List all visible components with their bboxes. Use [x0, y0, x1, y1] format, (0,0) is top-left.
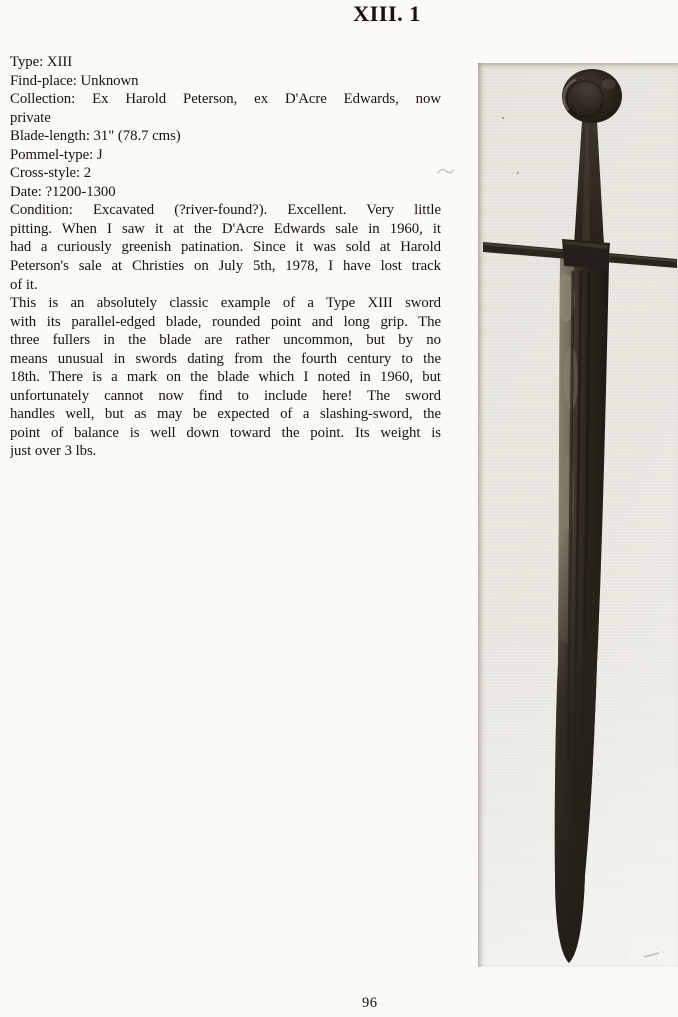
text-line: Collection: Ex Harold Peterson, ex D'Acre Edwards, now — [10, 91, 441, 108]
text-line: Peterson's sale at Christies on July 5th, 1978, I have lost track — [10, 258, 441, 275]
text-line: Date: ?1200-1300 — [10, 183, 116, 200]
catalog-text-block — [10, 53, 441, 461]
page-number: 96 — [362, 995, 378, 1011]
text-line: Type: XIII — [10, 54, 73, 70]
text-line: 18th. There is a mark on the blade which I noted in 1960, but — [10, 369, 441, 386]
text-line: handles well, but as may be expected of a slashing-sword, the — [10, 406, 441, 423]
text-line: Cross-style: 2 — [10, 165, 92, 182]
page-title: XIII. 1 — [353, 1, 421, 26]
text-line: point of balance is well down toward the point. Its weight is — [10, 424, 441, 441]
text-line: Condition: Excavated (?river-found?). Excellent. Very little — [10, 202, 441, 219]
text-line: pitting. When I saw it at the D'Acre Edwards sale in 1960, it — [10, 220, 441, 237]
sword-image — [478, 63, 678, 967]
text-line: private — [10, 109, 51, 126]
text-line: Blade-length: 31" (78.7 cms) — [10, 128, 181, 145]
text-line: unfortunately cannot now find to include here! The sword — [10, 387, 441, 404]
text-line: means unusual in swords dating from the fourth century to the — [10, 350, 441, 367]
text-line: of it. — [10, 276, 38, 293]
text-line: with its parallel-edged blade, rounded point and long grip. The — [10, 313, 441, 330]
text-line: three fullers in the blade are rather uncommon, but by no — [10, 332, 441, 349]
text-line: Pommel-type: J — [10, 146, 103, 163]
text-line: had a curiously greenish patination. Since it was sold at Harold — [10, 239, 441, 256]
text-line: Find-place: Unknown — [10, 72, 139, 89]
scan-artifact — [437, 165, 455, 177]
sword-photograph — [478, 63, 678, 967]
text-line: just over 3 lbs. — [10, 443, 97, 460]
text-line: This is an absolutely classic example of a Type XIII sword — [10, 295, 441, 312]
